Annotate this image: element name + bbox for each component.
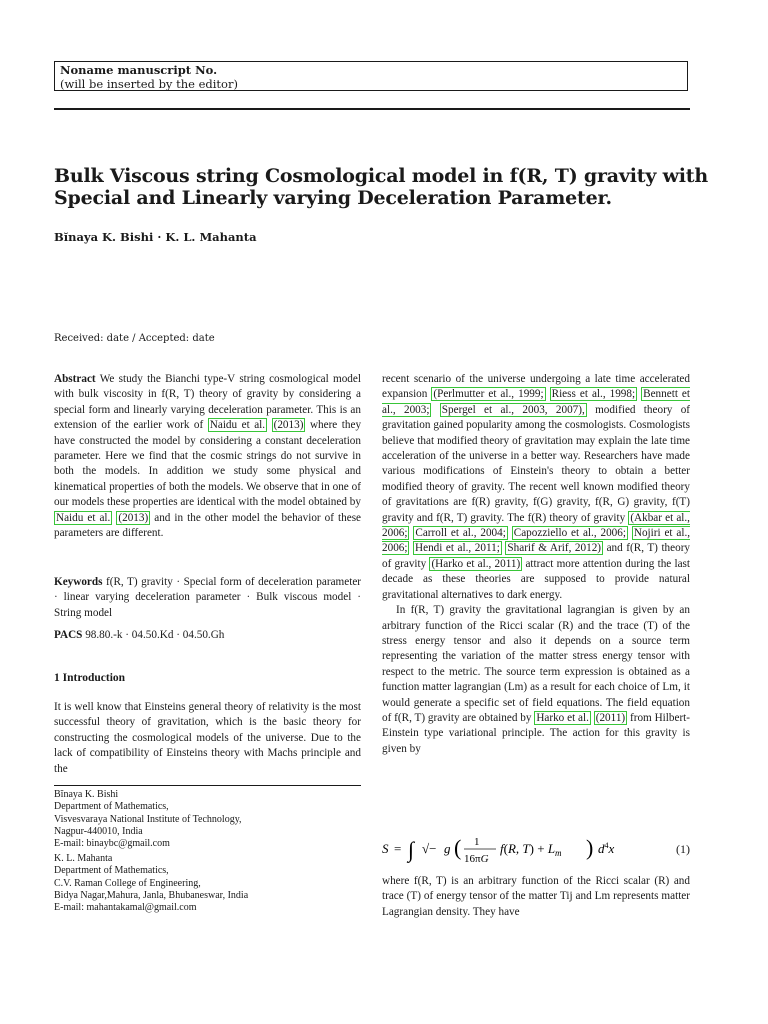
citation[interactable]: (2011) (595, 711, 626, 724)
body-text: and f(R, T) theory of gravity (382, 542, 691, 570)
author-affiliation-1 (54, 789, 242, 850)
author-affiliation-2 (54, 853, 248, 914)
title-line-1: Bulk Viscous string Cosmological model in f(R, T) gravity with (54, 165, 708, 187)
svg-text:∫: ∫ (408, 837, 415, 862)
equation-formula (382, 831, 642, 867)
citation-naidu-1[interactable]: Naidu et al. (209, 419, 266, 432)
citation-naidu-1-year[interactable]: (2013) (273, 419, 304, 432)
affil-email[interactable]: E-mail: binaybc@gmail.com (54, 838, 170, 850)
citation-naidu-2-year[interactable]: (2013) (118, 511, 149, 524)
received-date: Received: date / Accepted: date (54, 333, 215, 344)
pacs-text: 98.80.-k · 04.50.Kd · 04.50.Gh (85, 629, 225, 641)
citation[interactable]: Bennett et al., 2003; (382, 388, 691, 416)
citation-naidu-2[interactable]: Naidu et al. (56, 511, 111, 524)
body-text: attract more attention during the last decade as these theories are supposed to provide natural gravitational alternatives to dark energy. (382, 557, 691, 601)
abstract-text-b: where they have constructed the model by considering a constant deceleration parameter. Here we find that the cosmic strings do not survive in both the models. In addition we study some physical and kinematical properties of both the models. We observe that in one of our models these properties are identical with the model obtained by (54, 419, 362, 509)
body-text: modified theory of gravitation gained popularity among the cosmologists. Cosmologists believe that modified theory of gravitation may explain the late time acceleration of the universe in a better way. Researchers have made various modifications of Einstein's theory to obtain a better modified theory of gravity. The recent well known modified theory of gravitations are f(R) gravity, f(G) gravity, f(R, G) gravity, f(T) gravity and f(R, T) gravity. The f(R) theory of gravity (382, 403, 691, 524)
citation[interactable]: Nojiri et al., 2006; (382, 527, 691, 555)
citation[interactable]: Riess et al., 1998; (551, 388, 636, 401)
keywords (54, 575, 361, 621)
citation[interactable]: Spergel et al., 2003, 2007), (441, 403, 585, 416)
pacs (54, 628, 361, 643)
keywords-label: Keywords (54, 576, 103, 588)
equation-number: (1) (676, 842, 690, 856)
equation-1 (382, 831, 690, 867)
editor-note: (will be inserted by the editor) (60, 77, 238, 91)
post-equation-text: where f(R, T) is an arbitrary function of the Ricci scalar (R) and trace (T) of energy tensor of the matter Tij and Lm represents matter Lagrangian density. They have (382, 875, 690, 918)
affil-dept: Department of Mathematics, (54, 865, 169, 877)
section-heading: 1 Introduction (54, 672, 126, 684)
affil-city: Nagpur-440010, India (54, 825, 143, 837)
svg-text:d4x: $d^4x$ (598, 841, 615, 856)
svg-text:): ) (586, 835, 594, 860)
citation[interactable]: Harko et al. (536, 711, 589, 724)
svg-text:g: g (444, 841, 451, 856)
body-text: In f(R, T) gravity the gravitational lagrangian is given by an arbitrary function of the Ricci scalar (R) and the trace (T) of the stress energy tensor and also it depends on a source term representing the variation of the matter stress energy tensor with respect to the metric. The source term expression is obtained as a function matter lagrangian (Lm) as a result for each choice of Lm, it would generate a specific set of field equations. The field equation of f(R, T) gravity are obtained by (382, 604, 690, 724)
citation[interactable]: (Perlmutter et al., 1999; (433, 388, 544, 401)
svg-text:√−: √− (422, 841, 437, 856)
authors: Bĭnaya K. Bishi · K. L. Mahanta (54, 230, 257, 244)
affil-inst: C.V. Raman College of Engineering, (54, 877, 201, 889)
affil-email[interactable]: E-mail: mahantakamal@gmail.com (54, 902, 197, 914)
right-column (382, 372, 690, 757)
citation[interactable]: Carroll et al., 2004; (415, 527, 506, 540)
svg-text:(: ( (454, 835, 462, 860)
svg-text:1: 1 (474, 836, 480, 848)
footnote-rule (54, 785, 361, 786)
affil-city: Bidya Nagar,Mahura, Janla, Bhubaneswar, India (54, 889, 249, 901)
affil-dept: Department of Mathematics, (54, 801, 169, 813)
affil-inst: Visvesvaraya National Institute of Technology, (54, 813, 242, 825)
citation[interactable]: Sharif & Arif, 2012) (507, 542, 602, 555)
body-text: from Hilbert-Einstein type variational principle. The action for this gravity is given by (382, 711, 690, 755)
svg-text:=: = (394, 841, 402, 856)
affil-name: Bĭnaya K. Bishi (54, 789, 119, 800)
body-text: recent scenario of the universe undergoing a late time accelerated expansion (382, 373, 690, 401)
svg-text:16πG: 16πG (464, 853, 489, 865)
manuscript-label: Noname manuscript No. (60, 63, 218, 77)
intro-paragraph: It is well know that Einsteins general theory of relativity is the most successful theory of gravitation, which is the basic theory for constructing the cosmological models of the universe. Due to the lack of compatibility of Einsteins theory with Machs principle and the (54, 701, 361, 775)
abstract-label: Abstract (54, 373, 96, 385)
keywords-text: f(R, T) gravity · Special form of deceleration parameter · linear varying deceleration parameter · Bulk viscous model · String model (54, 576, 362, 619)
svg-text:S: S (382, 841, 389, 856)
svg-text:f(R, T) + Lm: f(R, $T) + L_m$ (500, 841, 562, 858)
abstract-text-a: We study the Bianchi type-V string cosmological model with bulk viscosity in f(R, T) theory of gravity by considering a special form and linearly varying deceleration parameter. This is an extension of the earlier work of (54, 373, 361, 432)
affil-name: K. L. Mahanta (54, 853, 113, 864)
pacs-label: PACS (54, 629, 83, 641)
abstract-text-c: and in the other model the behavior of these parameters are different. (54, 511, 362, 540)
citation[interactable]: (Akbar et al., 2006; (382, 511, 690, 540)
citation[interactable]: Capozziello et al., 2006; (513, 527, 626, 540)
citation[interactable]: Hendi et al., 2011; (415, 542, 500, 555)
citation[interactable]: (Harko et al., 2011) (431, 557, 521, 570)
manuscript-box (54, 61, 688, 91)
header-rule (54, 108, 690, 110)
title-line-2: Special and Linearly varying Deceleration Parameter. (54, 187, 612, 209)
paper-title (54, 165, 714, 209)
abstract (54, 372, 361, 541)
